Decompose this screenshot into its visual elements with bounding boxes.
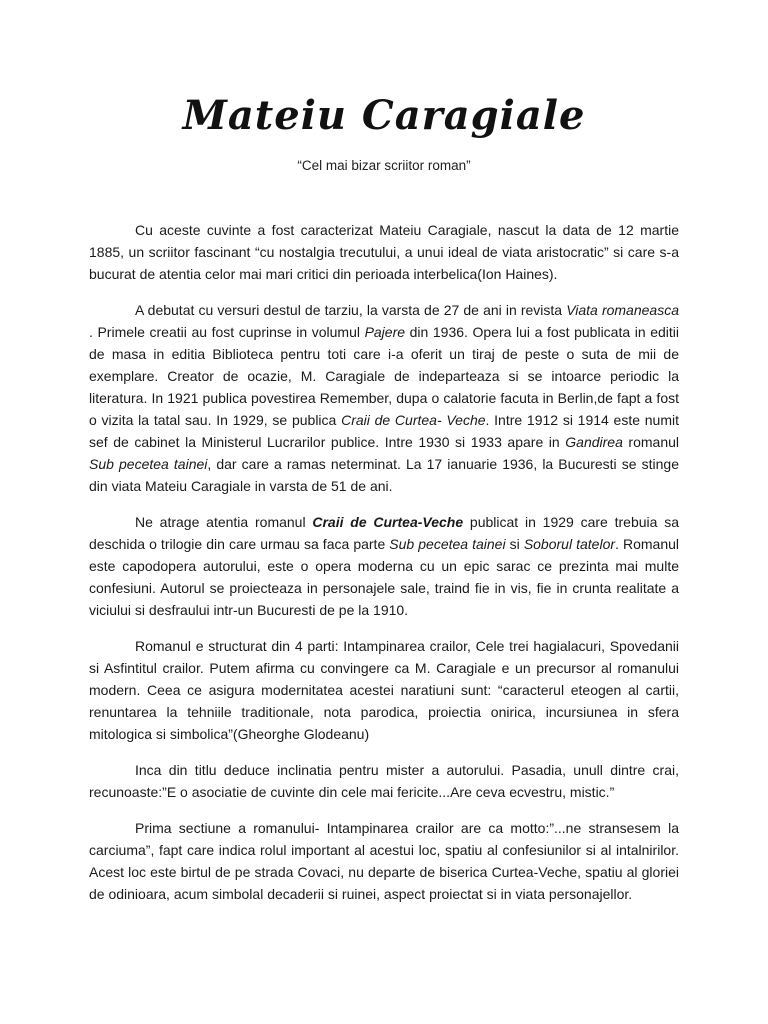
text-run: . Primele creatii au fost cuprinse in volumul [89, 324, 365, 340]
italic-title: Viata romaneasca [566, 302, 679, 318]
document-body [89, 219, 679, 919]
text-run: si [505, 536, 524, 552]
page-subtitle: “Cel mai bizar scriitor roman” [297, 158, 471, 173]
text-run: . Romanul este capodopera autorului, este o opera moderna cu un epic sarac ce prezinta mai multe confesiuni. Autorul se proiecteaza in personajele sale, traind fie in vis, fie in crunta realitate a viciului si desfraului intr-un Bucuresti de pe la 1910. [89, 536, 679, 618]
italic-title: Gandirea [565, 434, 623, 450]
paragraph-3 [89, 511, 679, 621]
paragraph-6: Prima sectiune a romanului- Intampinarea crailor are ca motto:”...ne stransesem la carciuma”, fapt care indica rolul important al acestui loc, spatiu al confesiunilor si al intalnirilor. Acest loc este birtul de pe strada Covaci, nu departe de biserica Curtea-Veche, spatiu al gloriei de odinioara, acum simbolal decaderii si ruinei, aspect proiectat si in viata personajellor. [89, 820, 679, 902]
page-title: Mateiu Caragiale [182, 92, 586, 139]
text-run: A debutat cu versuri destul de tarziu, la varsta de 27 de ani in revista [135, 302, 567, 318]
italic-title: Pajere [364, 324, 406, 340]
text-run: . Intre 1912 si 1914 este numit sef de cabinet la Ministerul Lucrarilor publice. Intre 1930 si 1933 apare in [89, 412, 679, 450]
text-run: , dar care a ramas neterminat. La 17 ianuarie 1936, la Bucuresti se stinge din viata Mateiu Caragiale in varsta de 51 de ani. [89, 456, 679, 494]
bold-italic-title: Craii de Curtea-Veche [312, 514, 464, 530]
text-run: din 1936. Opera lui a fost publicata in editii de masa in editia Biblioteca pentru toti care i-a oferit un tiraj de peste o suta de mii de exemplare. Creator de ocazie, M. Caragiale de indeparteaza si se intoarce periodic la literatura. In 1921 publica povestirea Remember, dupa o calatorie facuta in Berlin,de fapt a fost o vizita la tatal sau. In 1929, se publica [89, 324, 679, 428]
text-run: publicat in 1929 care trebuia sa deschida o trilogie din care urmau sa faca parte [89, 514, 679, 552]
italic-title: Soborul tatelor [523, 536, 616, 552]
italic-title: Sub pecetea tainei [389, 536, 506, 552]
paragraph-4: Romanul e structurat din 4 parti: Intampinarea crailor, Cele trei hagialacuri, Spovedanii si Asfintitul crailor. Putem afirma cu convingere ca M. Caragiale e un precursor al romanului modern. Ceea ce asigura modernitatea acestei naratiuni sunt: “caracterul eteogen al cartii, renuntarea la tehniile traditionale, nota parodica, proiectia onirica, incursiunea in sfera mitologica si simbolica”(Gheorghe Glodeanu) [89, 638, 679, 742]
text-run: romanul [622, 434, 680, 450]
italic-title: Craii de Curtea- Veche [341, 412, 486, 428]
paragraph-2 [89, 299, 679, 497]
italic-title: Sub pecetea tainei [89, 456, 208, 472]
text-run: Ne atrage atentia romanul [135, 514, 313, 530]
paragraph-5: Inca din titlu deduce inclinatia pentru mister a autorului. Pasadia, unull dintre crai, recunoaste:”E o asociatie de cuvinte din cele mai fericite...Are ceva ecvestru, mistic.” [89, 762, 679, 800]
paragraph-1: Cu aceste cuvinte a fost caracterizat Mateiu Caragiale, nascut la data de 12 martie 1885, un scriitor fascinant “cu nostalgia trecutului, a unui ideal de viata aristocratic” si care s-a bucurat de atentia celor mai mari critici din perioada interbelica(Ion Haines). [89, 222, 679, 282]
